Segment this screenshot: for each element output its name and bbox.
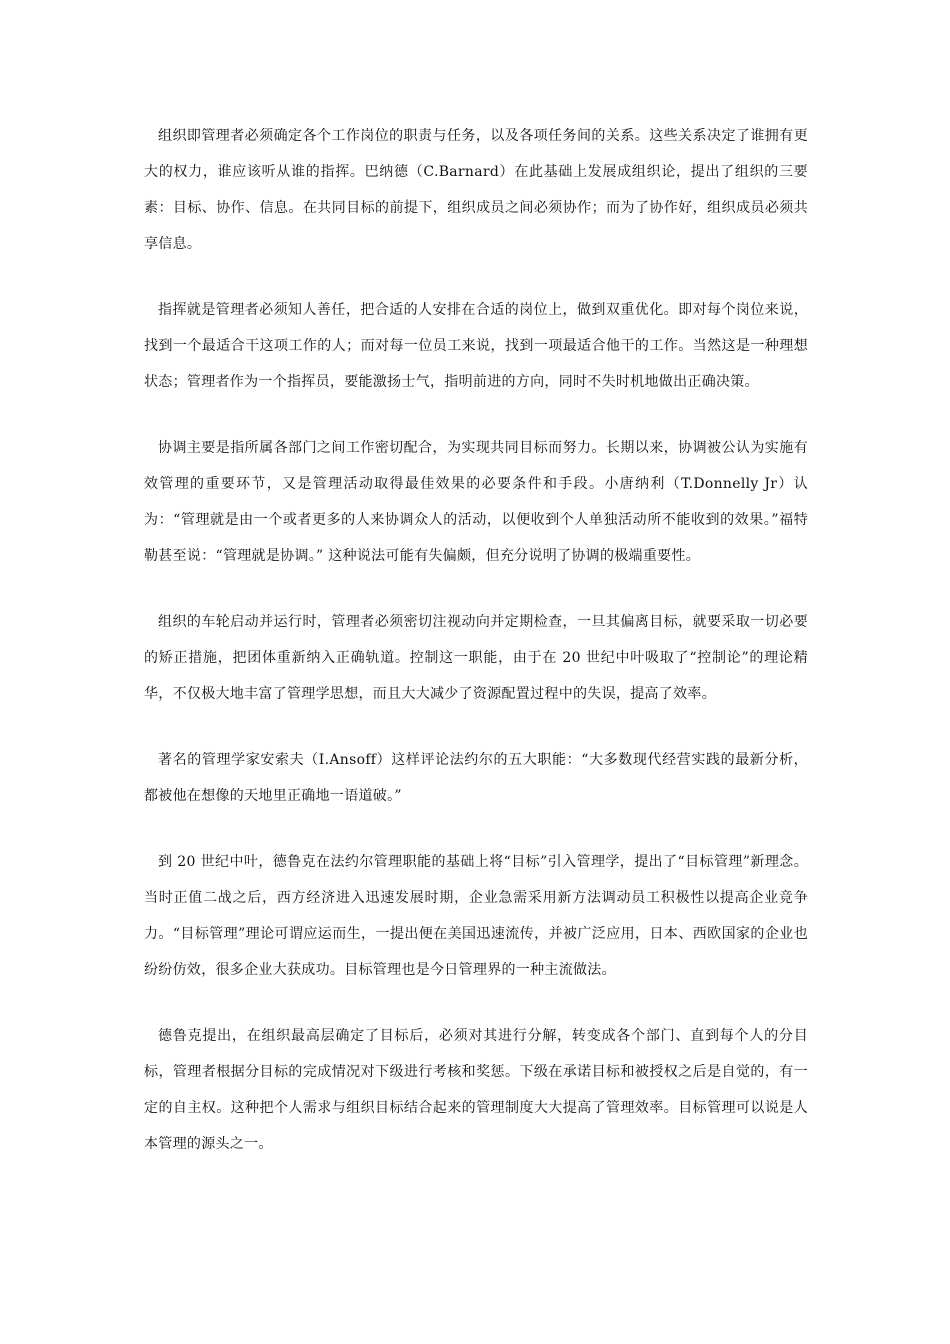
paragraph-ansoff-quote: 著名的管理学家安索夫（I.Ansoff）这样评论法约尔的五大职能：“大多数现代经营实践的最新分析，都被他在想像的天地里正确地一语道破。”: [144, 752, 808, 804]
paragraph-management-by-objectives: 到 20 世纪中叶，德鲁克在法约尔管理职能的基础上将“目标”引入管理学，提出了“目标管理”新理念。当时正值二战之后，西方经济进入迅速发展时期，企业急需采用新方法调动员工积极性以提高企业竞争力。“目标管理”理论可谓应运而生，一提出便在美国迅速流传，并被广泛应用，日本、西欧国家的企业也纷纷仿效，很多企业大获成功。目标管理也是今日管理界的一种主流做法。: [144, 854, 808, 978]
paragraph-organization: 组织即管理者必须确定各个工作岗位的职责与任务，以及各项任务间的关系。这些关系决定了谁拥有更大的权力，谁应该听从谁的指挥。巴纳德（C.Barnard）在此基础上发展成组织论，提出了组织的三要素：目标、协作、信息。在共同目标的前提下，组织成员之间必须协作；而为了协作好，组织成员必须共享信息。: [144, 128, 808, 252]
paragraph-drucker: 德鲁克提出，在组织最高层确定了目标后，必须对其进行分解，转变成各个部门、直到每个人的分目标，管理者根据分目标的完成情况对下级进行考核和奖惩。下级在承诺目标和被授权之后是自觉的，有一定的自主权。这种把个人需求与组织目标结合起来的管理制度大大提高了管理效率。目标管理可以说是人本管理的源头之一。: [144, 1028, 808, 1152]
paragraph-control: 组织的车轮启动并运行时，管理者必须密切注视动向并定期检查，一旦其偏离目标，就要采取一切必要的矫正措施，把团体重新纳入正确轨道。控制这一职能，由于在 20 世纪中叶吸取了“控制论”的理论精华，不仅极大地丰富了管理学思想，而且大大减少了资源配置过程中的失误，提高了效率。: [144, 614, 808, 702]
paragraph-command: 指挥就是管理者必须知人善任，把合适的人安排在合适的岗位上，做到双重优化。即对每个岗位来说，找到一个最适合干这项工作的人；而对每一位员工来说，找到一项最适合他干的工作。当然这是一种理想状态；管理者作为一个指挥员，要能激扬士气，指明前进的方向，同时不失时机地做出正确决策。: [144, 302, 808, 390]
paragraph-coordination: 协调主要是指所属各部门之间工作密切配合，为实现共同目标而努力。长期以来，协调被公认为实施有效管理的重要环节，又是管理活动取得最佳效果的必要条件和手段。小唐纳利（T.Donnelly Jr）认为：“管理就是由一个或者更多的人来协调众人的活动，以便收到个人单独活动所不能收到的效果。”福特勒甚至说：“管理就是协调。” 这种说法可能有失偏颇，但充分说明了协调的极端重要性。: [144, 440, 808, 564]
document-body: [144, 118, 808, 1162]
